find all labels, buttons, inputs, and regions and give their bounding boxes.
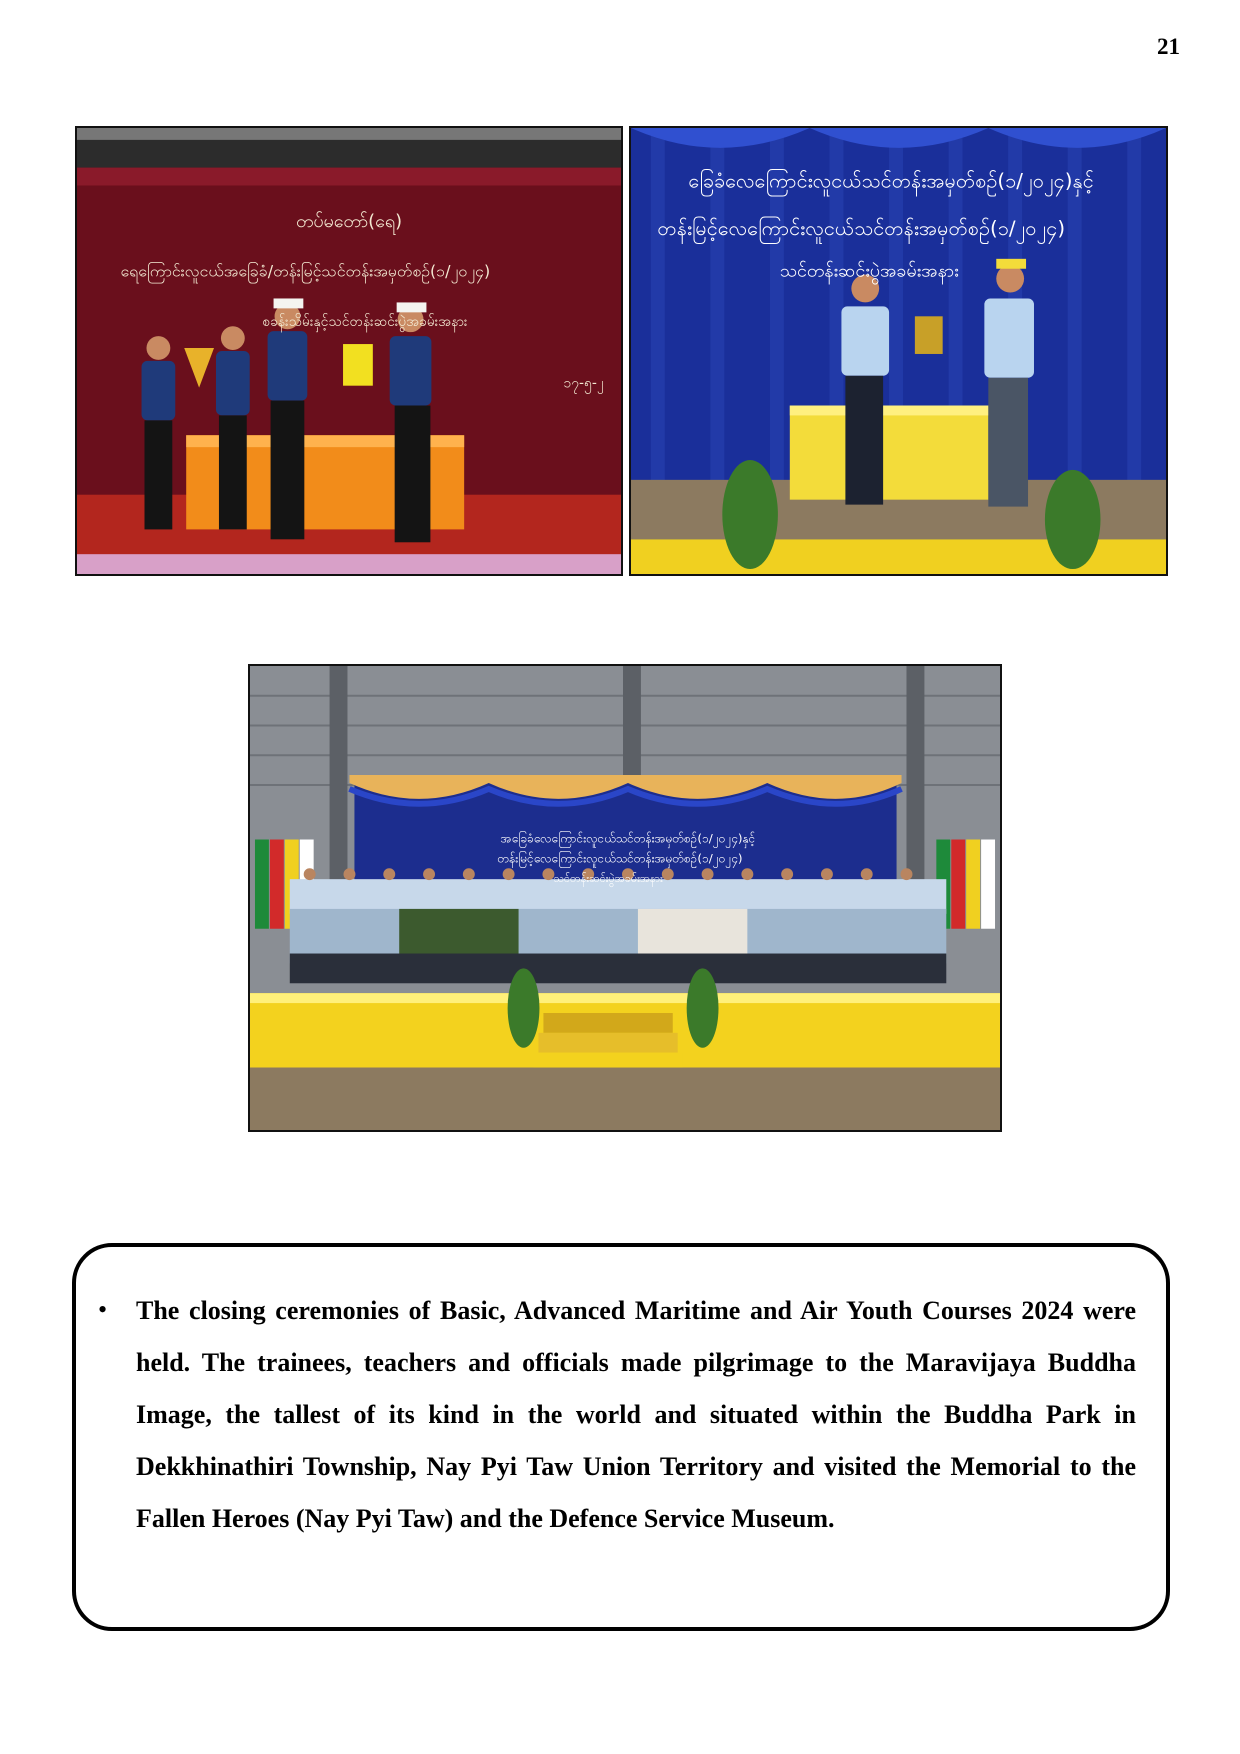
banner-line-1: အခြေခံလေကြောင်းလူငယ်သင်တန်းအမှတ်စဉ်(၁/၂၀၂၄)နှင့်: [500, 831, 756, 846]
banner-line-1: ခြေခံလေကြောင်းလူငယ်သင်တန်းအမှတ်စဉ်(၁/၂၀၂၄)နှင့်: [688, 169, 1094, 193]
photo-maritime-ceremony: [75, 126, 623, 576]
banner-line-3: စခန်းသိမ်းနှင့်သင်တန်းဆင်းပွဲအခမ်းအနား: [262, 314, 468, 331]
page-number: 21: [1157, 34, 1180, 59]
banner-line-1: တပ်မတော်(ရေ): [295, 211, 403, 233]
banner-line-2: တန်းမြင့်လေကြောင်းလူငယ်သင်တန်းအမှတ်စဉ်(၁/၂၀၂၄): [497, 851, 743, 866]
banner-date: ၁၇-၅-၂: [563, 375, 604, 392]
banner-line-3: သင်တန်းဆင်းပွဲအခမ်းအနား: [779, 260, 959, 282]
caption-box: [72, 1243, 1170, 1631]
photo-air-ceremony: [629, 126, 1168, 576]
bullet-icon: •: [98, 1295, 108, 1324]
caption-text: The closing ceremonies of Basic, Advanced Maritime and Air Youth Courses 2024 were held. The trainees, teachers and officials made pilgrimage to the Maravijaya Buddha Image, the tallest of its kind in the world and situated within the Buddha Park in Dekkhinathiri Township, Nay Pyi Taw Union Territory and visited the Memorial to the Fallen Heroes (Nay Pyi Taw) and the Defence Service Museum.: [136, 1296, 1136, 1533]
banner-line-2: တန်းမြင့်လေကြောင်းလူငယ်သင်တန်းအမှတ်စဉ်(၁/၂၀၂၄): [657, 217, 1066, 241]
banner-line-2: ရေကြောင်းလူငယ်အခြေခံ/တန်းမြင့်သင်တန်းအမှတ်စဉ်(၁/၂၀၂၄): [120, 261, 491, 281]
banner-line-3: သင်တန်းဆင်းပွဲအခမ်းအနား: [553, 872, 663, 886]
photo-group: [248, 664, 1002, 1132]
